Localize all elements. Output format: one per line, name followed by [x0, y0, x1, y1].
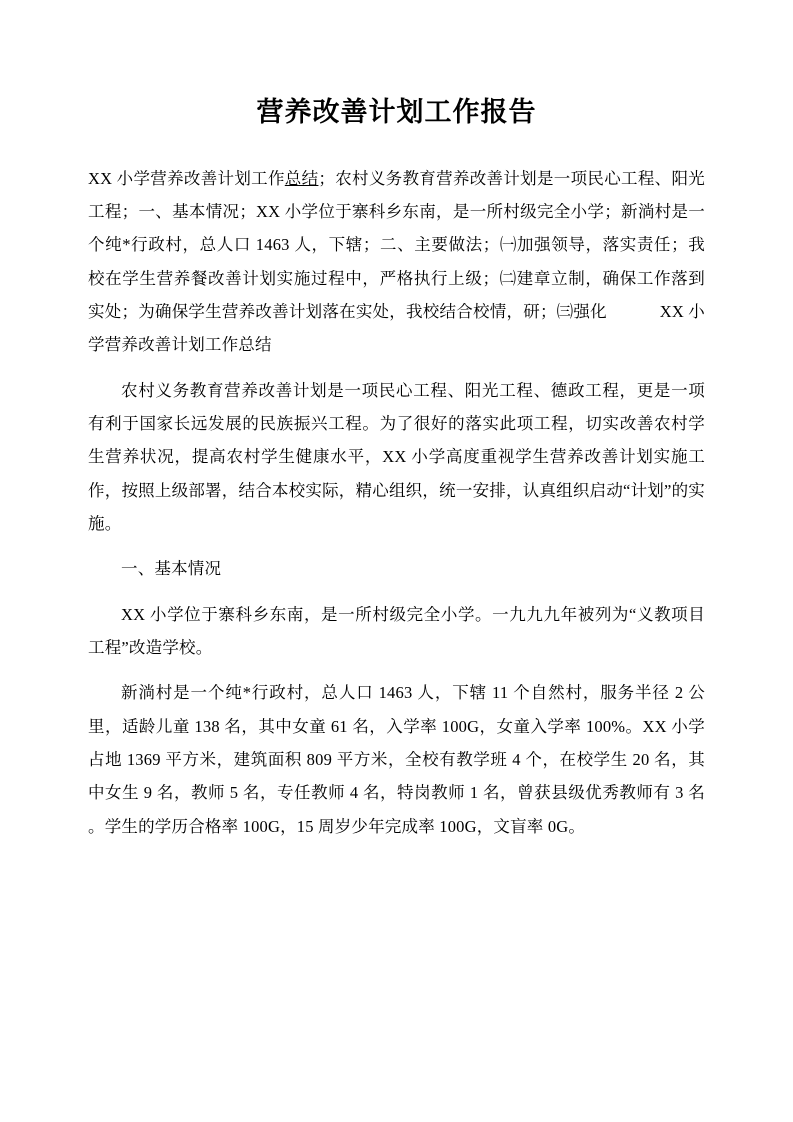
text-run: ；农村义务教育营养改善计划是一项民心工程、阳光工程；一、基本情况；XX 小学位于寨科乡东南，是一所村级完全小学；新淌村是一个纯*行政村，总人口 1463 人，下辖；二、主要做法；㈠加强领导，落实责任；我校在学生营养餐改善计划实施过程中，严格执行上级；㈡建章立制，确保工作落到实处；为确保学生营养改善计划落在实处，我校结合校情，研；㈢强化 [88, 168, 705, 322]
text-run: XX 小学营养改善计划工作 [88, 168, 285, 188]
text-run: 新淌村是一个纯*行政村，总人口 1463 人，下辖 11 个自然村，服务半径 2 公里，适龄儿童 138 名，其中女童 61 名，入学率 100G，女童入学率 100%。XX 小学占地 1369 平方米，建筑面积 809 平方米，全校有教学班 4 个，在校学生 20 名，其中女生 9 名，教师 5 名，专任教师 4 名，特岗教师 1 名，曾获县级优秀教师有 3 名 。学生的学历合格率 100G，15 周岁少年完成率 100G，文盲率 0G。 [88, 683, 705, 836]
paragraph-body-1 [88, 374, 705, 541]
paragraph-summary-lead [88, 162, 705, 362]
text-run: 农村义务教育营养改善计划是一项民心工程、阳光工程、德政工程，更是一项有利于国家长远发展的民族振兴工程。为了很好的落实此项工程，切实改善农村学生营养状况，提高农村学生健康水平，XX 小学高度重视学生营养改善计划实施工作，按照上级部署，结合本校实际，精心组织，统一安排，认真组织启动“计划”的实施。 [88, 380, 705, 534]
text-run: XX 小学位于寨科乡东南，是一所村级完全小学。一九九九年被列为“义教项目工程”改造学校。 [88, 604, 705, 658]
paragraph-body-2 [88, 598, 705, 665]
document-body [88, 162, 705, 843]
underlined-text: 总结 [284, 168, 319, 188]
text-run: XX 小学营养改善计划工作总结 [88, 302, 705, 355]
page-title: 营养改善计划工作报告 [256, 97, 537, 128]
text-run: 一、基本情况 [121, 559, 222, 579]
paragraph-heading-1 [88, 552, 705, 585]
paragraph-body-3 [88, 676, 705, 843]
